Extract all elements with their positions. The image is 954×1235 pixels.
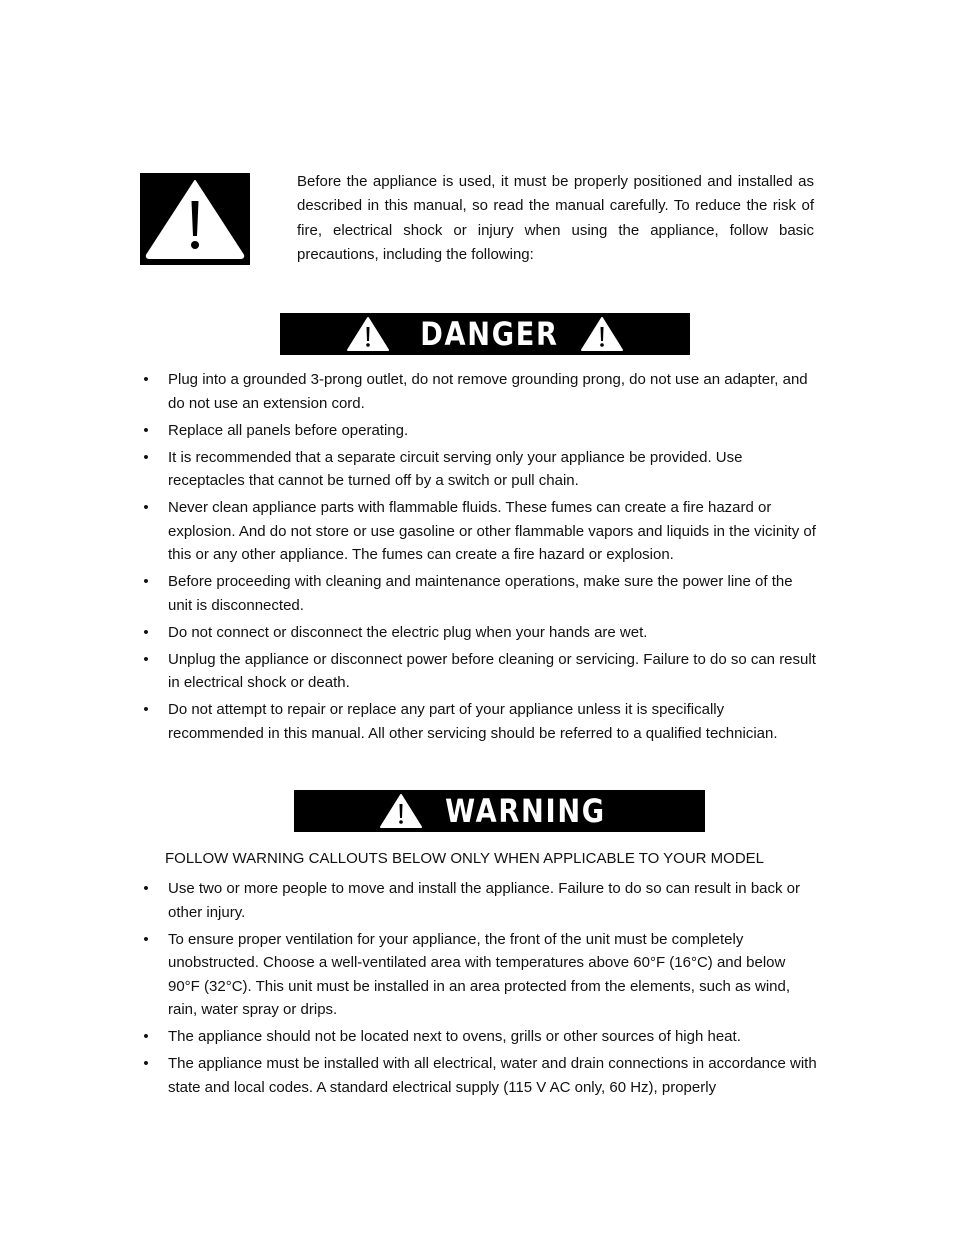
intro-paragraph: Before the appliance is used, it must be properly positioned and installed as described in this manual, so read the manual carefully. To reduce the risk of fire, electrical shock or injury when using the appliance, follow basic precautions, including the following: bbox=[297, 173, 814, 263]
bullet-icon: • bbox=[143, 421, 149, 439]
list-item: • Do not connect or disconnect the electric plug when your hands are wet. bbox=[140, 621, 820, 645]
warning-list bbox=[140, 877, 820, 1103]
bullet-icon: • bbox=[143, 448, 149, 466]
list-item: • Unplug the appliance or disconnect power before cleaning or servicing. Failure to do so can result in electrical shock or death. bbox=[140, 648, 820, 695]
danger-banner bbox=[280, 313, 690, 355]
warning-triangle-icon bbox=[346, 316, 390, 352]
list-item: • To ensure proper ventilation for your appliance, the front of the unit must be completely unobstructed. Choose a well-ventilated area with temperatures above 60°F (16°C) and below 90°F (32°C). This unit must be installed in an area protected from the elements, such as wind, rain, water spray or drips. bbox=[140, 928, 820, 1022]
warning-label: WARNING bbox=[445, 792, 606, 830]
warning-triangle-icon bbox=[140, 173, 250, 265]
list-item: • The appliance must be installed with all electrical, water and drain connections in accordance with state and local codes. A standard electrical supply (115 V AC only, 60 Hz), properly bbox=[140, 1052, 820, 1099]
bullet-icon: • bbox=[143, 371, 149, 388]
warning-triangle-icon bbox=[379, 793, 423, 829]
bullet-icon: • bbox=[143, 650, 149, 668]
bullet-icon: • bbox=[143, 573, 149, 590]
bullet-icon: • bbox=[143, 930, 149, 948]
bullet-icon: • bbox=[143, 1028, 149, 1045]
warning-banner bbox=[294, 790, 705, 832]
danger-list bbox=[140, 368, 820, 749]
danger-label: DANGER bbox=[419, 315, 559, 353]
bullet-icon: • bbox=[143, 880, 149, 897]
bullet-icon: • bbox=[143, 623, 149, 641]
list-item: • Use two or more people to move and install the appliance. Failure to do so can result in back or other injury. bbox=[140, 877, 820, 924]
bullet-icon: • bbox=[143, 499, 149, 516]
warning-triangle-icon bbox=[580, 316, 624, 352]
list-item: • Do not attempt to repair or replace any part of your appliance unless it is specifically recommended in this manual. All other servicing should be referred to a qualified technician. bbox=[140, 698, 820, 745]
list-item: • Plug into a grounded 3-prong outlet, do not remove grounding prong, do not use an adapter, and do not use an extension cord. bbox=[140, 368, 820, 415]
list-item: • Before proceeding with cleaning and maintenance operations, make sure the power line of the unit is disconnected. bbox=[140, 570, 820, 617]
bullet-icon: • bbox=[143, 1055, 149, 1072]
list-item: • Never clean appliance parts with flammable fluids. These fumes can create a fire hazard or explosion. And do not store or use gasoline or other flammable vapors and liquids in the vicinity of this or any other appliance. The fumes can create a fire hazard or explosion. bbox=[140, 496, 820, 567]
bullet-icon: • bbox=[143, 701, 149, 718]
list-item: • It is recommended that a separate circuit serving only your appliance be provided. Use receptacles that cannot be turned off by a switch or pull chain. bbox=[140, 446, 820, 493]
list-item: • Replace all panels before operating. bbox=[140, 419, 820, 443]
list-item: • The appliance should not be located next to ovens, grills or other sources of high heat. bbox=[140, 1025, 820, 1049]
warning-callout: FOLLOW WARNING CALLOUTS BELOW ONLY WHEN APPLICABLE TO YOUR MODEL bbox=[165, 850, 765, 867]
